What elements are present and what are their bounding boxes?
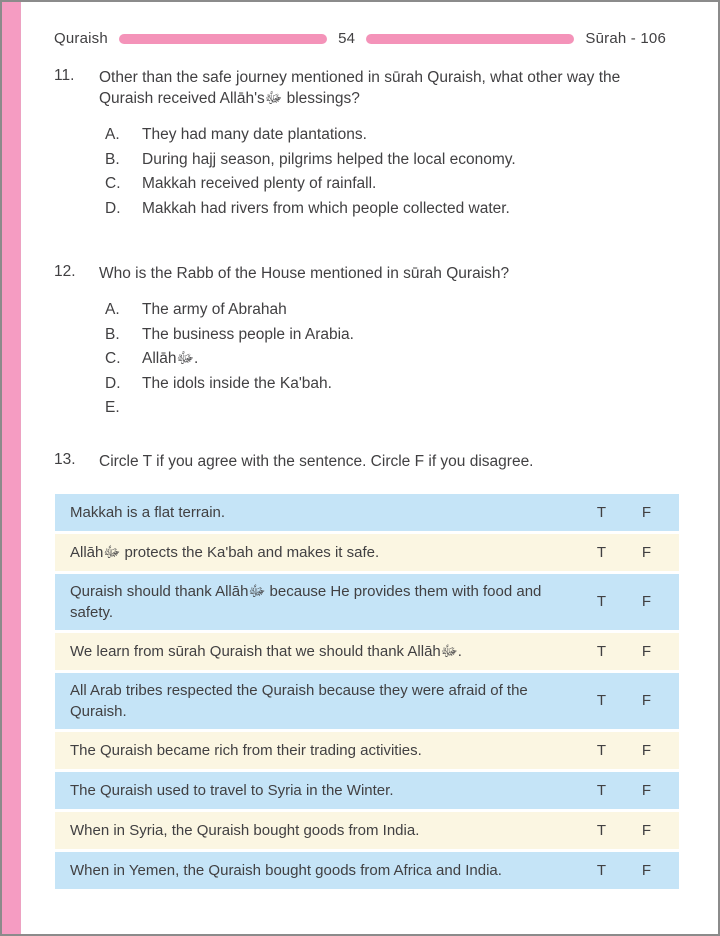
tf-statement: The Quraish used to travel to Syria in the Winter. xyxy=(70,781,394,799)
tf-statement: Makkah is a flat terrain. xyxy=(70,503,226,521)
false-choice[interactable]: F xyxy=(641,642,652,660)
tf-row-4 xyxy=(55,633,679,670)
question-13 xyxy=(54,451,666,472)
true-choice[interactable]: T xyxy=(596,692,607,709)
true-choice[interactable]: T xyxy=(596,821,607,839)
option-text: The army of Abrahah xyxy=(142,301,287,318)
tf-row-9 xyxy=(55,852,679,889)
true-choice[interactable]: T xyxy=(596,642,607,660)
option-11-d[interactable] xyxy=(105,197,666,222)
header-right-bar xyxy=(366,34,574,44)
question-13-text: Circle T if you agree with the sentence. Circle F if you disagree. xyxy=(99,452,534,470)
option-text: During hajj season, pilgrims helped the local economy. xyxy=(142,150,516,168)
option-12-c[interactable] xyxy=(105,347,666,372)
option-text: Allāhﷻ. xyxy=(142,350,199,367)
false-choice[interactable]: F xyxy=(641,861,652,879)
false-choice[interactable]: F xyxy=(641,543,652,561)
true-choice[interactable]: T xyxy=(596,593,607,610)
tf-row-2 xyxy=(55,534,679,571)
tf-row-5 xyxy=(55,673,679,729)
true-false-table xyxy=(55,494,679,889)
tf-statement: We learn from sūrah Quraish that we should thank Allāhﷻ. xyxy=(70,642,462,660)
question-12-text: Who is the Rabb of the House mentioned in sūrah Quraish? xyxy=(99,265,510,282)
option-letter: C. xyxy=(105,175,121,192)
option-text: The idols inside the Ka'bah. xyxy=(142,374,332,392)
header-surah-number: Sūrah - 106 xyxy=(585,30,666,47)
true-choice[interactable]: T xyxy=(596,741,607,759)
false-choice[interactable]: F xyxy=(641,503,652,521)
option-letter: B. xyxy=(105,150,120,168)
false-choice[interactable]: F xyxy=(641,692,652,709)
option-11-b[interactable] xyxy=(105,148,666,173)
option-12-a[interactable] xyxy=(105,298,666,323)
option-12-b[interactable] xyxy=(105,323,666,348)
tf-statement: The Quraish became rich from their trading activities. xyxy=(70,741,422,759)
tf-row-3 xyxy=(55,574,679,630)
option-text: The business people in Arabia. xyxy=(142,325,354,343)
false-choice[interactable]: F xyxy=(641,741,652,759)
header-surah-name: Quraish xyxy=(54,30,108,47)
false-choice[interactable]: F xyxy=(641,821,652,839)
true-choice[interactable]: T xyxy=(596,503,607,521)
question-11 xyxy=(54,67,666,221)
false-choice[interactable]: F xyxy=(641,781,652,799)
false-choice[interactable]: F xyxy=(641,593,652,610)
tf-statement: When in Syria, the Quraish bought goods from India. xyxy=(70,821,420,839)
question-12 xyxy=(54,263,666,421)
option-11-c[interactable] xyxy=(105,172,666,197)
true-choice[interactable]: T xyxy=(596,781,607,799)
question-12-options xyxy=(105,298,666,421)
tf-statement: All Arab tribes respected the Quraish because they were afraid of the Quraish. xyxy=(70,681,528,720)
tf-statement: Quraish should thank Allāhﷻ because He provides them with food and safety. xyxy=(70,582,542,621)
tf-statement: When in Yemen, the Quraish bought goods from Africa and India. xyxy=(70,861,502,879)
tf-row-7 xyxy=(55,772,679,809)
true-choice[interactable]: T xyxy=(596,861,607,879)
page-content xyxy=(2,2,718,892)
tf-row-6 xyxy=(55,732,679,769)
question-12-body xyxy=(99,263,666,421)
option-letter: E. xyxy=(105,399,120,416)
page-header xyxy=(54,30,666,47)
tf-row-8 xyxy=(55,812,679,849)
option-text: Makkah had rivers from which people collected water. xyxy=(142,199,510,217)
page-number: 54 xyxy=(338,30,356,47)
header-left-bar xyxy=(119,34,327,44)
option-letter: D. xyxy=(105,199,121,217)
tf-statement: Allāhﷻ protects the Ka'bah and makes it safe. xyxy=(70,543,380,561)
option-12-d[interactable] xyxy=(105,372,666,397)
question-11-options xyxy=(105,123,666,221)
option-text: Makkah received plenty of rainfall. xyxy=(142,175,377,192)
question-11-body xyxy=(99,67,666,221)
true-choice[interactable]: T xyxy=(596,543,607,561)
option-text xyxy=(142,396,666,421)
option-letter: B. xyxy=(105,325,120,343)
option-12-e[interactable] xyxy=(105,396,666,421)
option-text: They had many date plantations. xyxy=(142,126,367,143)
question-12-number: 12. xyxy=(54,263,76,280)
option-letter: D. xyxy=(105,374,121,392)
option-letter: C. xyxy=(105,350,121,367)
option-letter: A. xyxy=(105,301,120,318)
question-11-text: Other than the safe journey mentioned in sūrah Quraish, what other way the Quraish received Allāh'sﷻ blessings? xyxy=(99,69,621,107)
option-11-a[interactable] xyxy=(105,123,666,148)
option-letter: A. xyxy=(105,126,120,143)
question-13-number: 13. xyxy=(54,450,76,468)
question-11-number: 11. xyxy=(54,67,75,84)
tf-row-1 xyxy=(55,494,679,531)
